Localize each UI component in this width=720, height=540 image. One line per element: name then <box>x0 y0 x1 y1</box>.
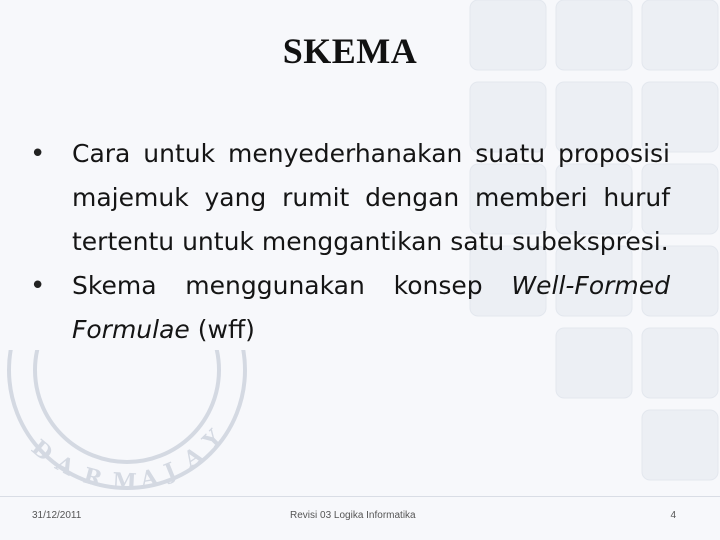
svg-text:A: A <box>51 450 79 482</box>
slide-title: SKEMA <box>282 31 418 71</box>
bullet-italic-term: Well-Formed Formulae <box>72 271 670 344</box>
footer-date: 31/12/2011 <box>32 510 82 521</box>
footer-center-text: Revisi 03 Logika Informatika <box>290 510 416 521</box>
footer-divider <box>0 496 720 497</box>
bullet-text-before: Skema menggunakan konsep <box>72 271 512 300</box>
svg-text:Y: Y <box>197 424 228 455</box>
bullet-item <box>30 132 670 264</box>
svg-text:R: R <box>80 462 105 493</box>
svg-text:M: M <box>111 468 138 496</box>
svg-text:A: A <box>138 464 160 493</box>
svg-text:A: A <box>179 441 208 474</box>
bullet-text: Cara untuk menyederhanakan suatu proposisi majemuk yang rumit dengan memberi huruf tertentu untuk menggantikan satu subekspresi. <box>72 139 670 256</box>
bullet-list <box>30 132 670 352</box>
svg-text:D: D <box>26 434 58 467</box>
bullet-item <box>30 264 670 352</box>
bullet-text-after: (wff) <box>189 315 255 344</box>
svg-text:J: J <box>160 457 180 486</box>
university-seal-icon <box>2 350 252 500</box>
page-number: 4 <box>670 510 676 521</box>
